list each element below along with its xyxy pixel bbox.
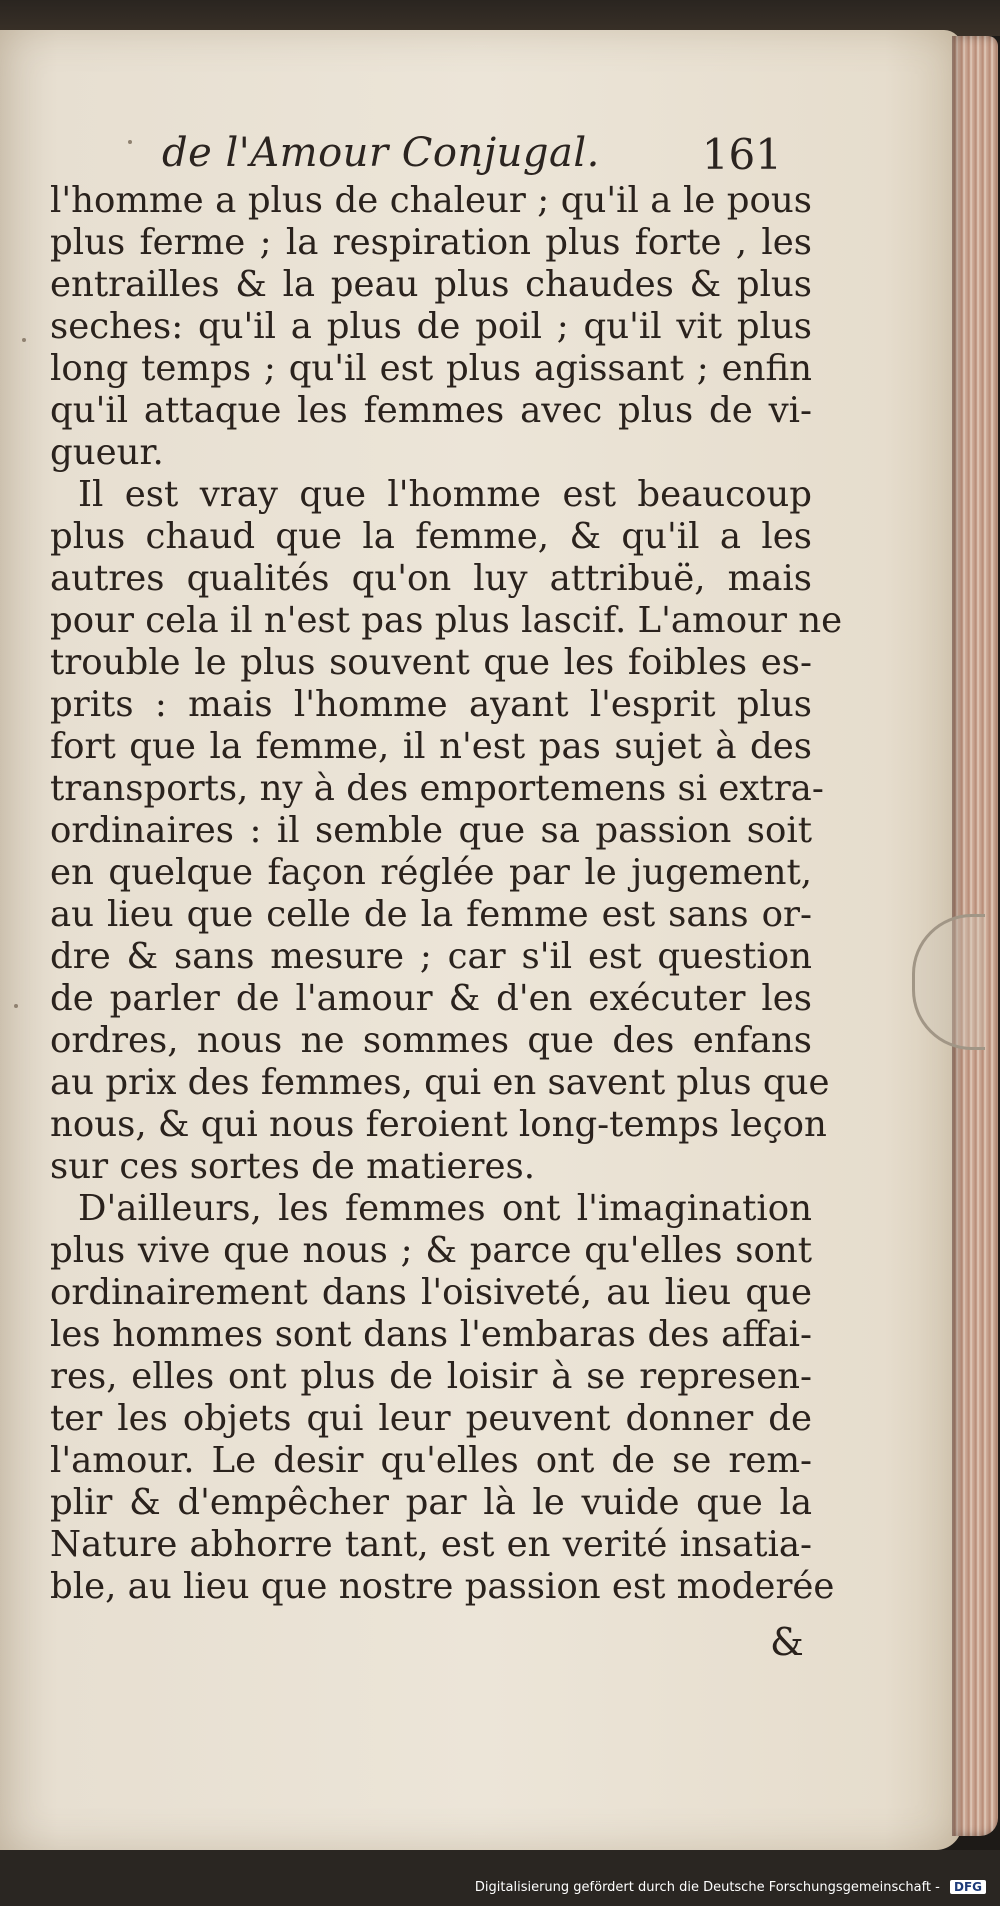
paper-speck [128, 140, 132, 144]
text-line: qu'il attaque les femmes avec plus de vi- [50, 390, 812, 431]
credit-text: Digitalisierung gefördert durch die Deutsche Forschungsgemeinschaft - [474, 1880, 940, 1895]
text-line: sur ces sortes de matieres. [50, 1146, 536, 1187]
text-line: les hommes sont dans l'embaras des affai- [50, 1314, 812, 1355]
text-line: nous, & qui nous feroient long-temps leçon [50, 1104, 827, 1145]
text-line: transports, ny à des emportemens si extra- [50, 768, 824, 809]
paper-speck [22, 338, 26, 342]
text-line: l'amour. Le desir qu'elles ont de se rem- [50, 1440, 812, 1481]
text-line: ordres, nous ne sommes que des enfans [50, 1020, 812, 1061]
body-text [50, 180, 843, 1608]
text-line: res, elles ont plus de loisir à se represen- [50, 1356, 812, 1397]
text-line: de parler de l'amour & d'en exécuter les [50, 978, 812, 1019]
text-line: gueur. [50, 432, 164, 473]
page-number: 161 [701, 130, 782, 179]
running-head [162, 126, 782, 186]
text-line: long temps ; qu'il est plus agissant ; enfin [50, 348, 812, 389]
text-line: D'ailleurs, les femmes ont l'imagination [78, 1188, 812, 1229]
text-line: plir & d'empêcher par là le vuide que la [50, 1482, 812, 1523]
paper-speck [14, 1004, 18, 1008]
text-line: prits : mais l'homme ayant l'esprit plus [50, 684, 812, 725]
text-line: Nature abhorre tant, est en verité insatia- [50, 1524, 812, 1565]
catchword: & [770, 1620, 804, 1664]
text-line: seches: qu'il a plus de poil ; qu'il vit plus [50, 306, 812, 347]
dfg-logo: DFG [950, 1880, 986, 1894]
text-line: plus chaud que la femme, & qu'il a les [50, 516, 812, 557]
text-line: en quelque façon réglée par le jugement, [50, 852, 812, 893]
text-line: dre & sans mesure ; car s'il est question [50, 936, 812, 977]
text-line: pour cela il n'est pas plus lascif. L'amour ne [50, 600, 843, 641]
text-line: au prix des femmes, qui en savent plus que [50, 1062, 830, 1103]
text-line: ordinaires : il semble que sa passion soit [50, 810, 812, 851]
text-line: plus vive que nous ; & parce qu'elles sont [50, 1230, 812, 1271]
scan-background-bottom [0, 1850, 1000, 1906]
text-line: Il est vray que l'homme est beaucoup [78, 474, 812, 515]
text-line: entrailles & la peau plus chaudes & plus [50, 264, 812, 305]
text-line: autres qualités qu'on luy attribuë, mais [50, 558, 812, 599]
text-line: ter les objets qui leur peuvent donner de [50, 1398, 812, 1439]
running-head-title: de l'Amour Conjugal. [162, 130, 600, 176]
text-line: trouble le plus souvent que les foibles es- [50, 642, 812, 683]
text-line: l'homme a plus de chaleur ; qu'il a le pous [50, 180, 812, 221]
text-line: au lieu que celle de la femme est sans or- [50, 894, 812, 935]
text-line: fort que la femme, il n'est pas sujet à des [50, 726, 812, 767]
text-line: plus ferme ; la respiration plus forte , les [50, 222, 812, 263]
text-line: ble, au lieu que nostre passion est moderée [50, 1566, 835, 1607]
text-line: ordinairement dans l'oisiveté, au lieu que [50, 1272, 812, 1313]
digitization-credit [475, 1880, 986, 1895]
